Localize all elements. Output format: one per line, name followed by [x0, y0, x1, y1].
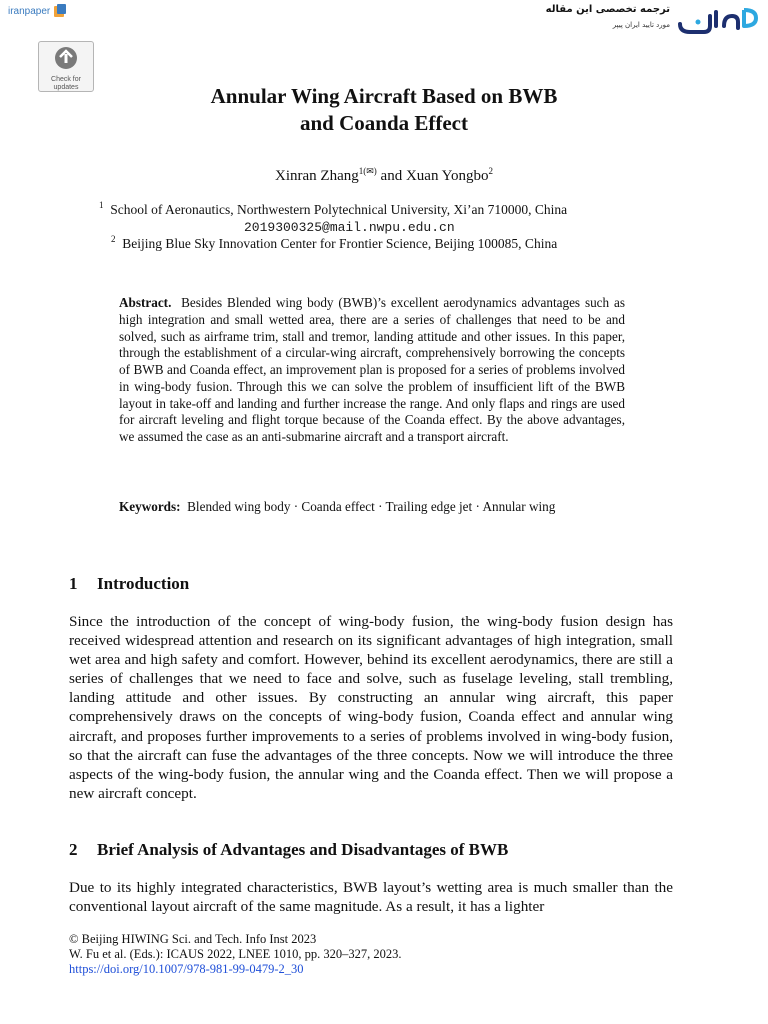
footer-copyright: © Beijing HIWING Sci. and Tech. Info Inst 2023 — [69, 932, 317, 946]
author-conjunction: and — [376, 168, 406, 184]
iranpaper-logo-icon — [52, 3, 68, 19]
affiliation-2-text: Beijing Blue Sky Innovation Center for Frontier Science, Beijing 100085, China — [122, 236, 558, 251]
keywords-label: Keywords: — [119, 499, 181, 514]
abstract-text: Besides Blended wing body (BWB)’s excellent aerodynamics advantages such as high integration and small wetted area, there are a series of challenges that need to be and solved, such as airframe trim, stall and tremor, landing attitude and other issues. In this paper, through the establishment of a circular-wing aircraft, comprehensively borrowing the concepts of BWB and Coanda effect, an improvement plan is proposed for a series of problems involved in wing-body fusion. Through this we can solve the problem of insufficient lift of the BWB layout in take-off and landing and further increase the range. And only flaps and rings are used for aircraft leveling and flight torque because of the Coanda effect. By the above advantages, we assumed the case as an anti-submarine aircraft and a transport aircraft. — [119, 295, 625, 444]
paper-title — [0, 83, 768, 137]
author-2[interactable]: Xuan Yongbo — [405, 168, 489, 184]
author-email[interactable]: 2019300325@mail.nwpu.edu.cn — [244, 220, 455, 235]
section-1-heading — [69, 574, 189, 594]
affiliation-1-number: 1 — [99, 200, 104, 210]
author-1[interactable]: Xinran Zhang — [275, 168, 359, 184]
abstract-label: Abstract. — [119, 295, 172, 310]
section-2-number: 2 — [69, 840, 78, 859]
affiliation-1-text: School of Aeronautics, Northwestern Polytechnical University, Xi’an 710000, China — [110, 202, 568, 217]
footer-doi-link[interactable]: https://doi.org/10.1007/978-981-99-0479-2_30 — [69, 962, 304, 976]
section-1-paragraph: Since the introduction of the concept of wing-body fusion, the wing-body fusion design has received widespread attention and research on its significant advantages of high integration, small wet area and high safety and comfort. However, behind its excellent aerodynamics, there are still a series of challenges that we need to face and solve, such as fuselage leveling, stall trembling, landing attitude and other issues. By constructing an annular wing aircraft, this paper comprehensively draws on the concepts of wing-body fusion, Coanda effect and annular wing aircraft, and proposes further improvements to a series of problems involved in wing-body fusion, so that the aircraft can fuse the advantages of the three concepts. Now we will introduce the three aspects of the wing-body fusion, the annular wing and the Coanda effect. Then we will propose a new aircraft concept. — [69, 613, 673, 802]
check-label-line2: updates — [53, 84, 79, 91]
abstract — [119, 295, 625, 446]
iranpaper-brand-text: iranpaper — [8, 5, 51, 17]
translation-offer-text: ترجمه تخصصی این مقاله — [545, 4, 670, 15]
title-line-1: Annular Wing Aircraft Based on BWB — [210, 84, 558, 108]
section-2-paragraph: Due to its highly integrated characteristics, BWB layout’s wetting area is much smaller than the conventional layout aircraft of the same magnitude. As a result, it has a lighter — [69, 879, 673, 916]
tarjomano-banner[interactable] — [545, 2, 758, 36]
affiliation-2 — [111, 236, 557, 252]
author-2-superscript: 2 — [488, 166, 493, 176]
check-label-line1: Check for — [51, 76, 81, 83]
section-1-title: Introduction — [97, 574, 190, 593]
keywords — [119, 498, 625, 515]
section-2-title: Brief Analysis of Advantages and Disadvantages of BWB — [97, 840, 509, 859]
author-list — [0, 168, 768, 185]
iranpaper-brand[interactable] — [8, 3, 68, 19]
affiliation-1 — [99, 202, 567, 218]
translation-approval-text: مورد تایید ایران پیپر — [612, 21, 670, 29]
title-line-2: and Coanda Effect — [299, 111, 468, 135]
footer-citation: W. Fu et al. (Eds.): ICAUS 2022, LNEE 1010, pp. 320–327, 2023. — [69, 947, 402, 961]
section-1-number: 1 — [69, 574, 78, 593]
keywords-text: Blended wing body · Coanda effect · Trailing edge jet · Annular wing — [187, 499, 556, 514]
affiliation-2-number: 2 — [111, 234, 116, 244]
check-for-updates-icon — [53, 45, 79, 71]
section-2-heading — [69, 840, 508, 860]
author-1-superscript: 1(✉) — [358, 166, 377, 176]
tarjomano-logo-icon — [674, 2, 758, 36]
